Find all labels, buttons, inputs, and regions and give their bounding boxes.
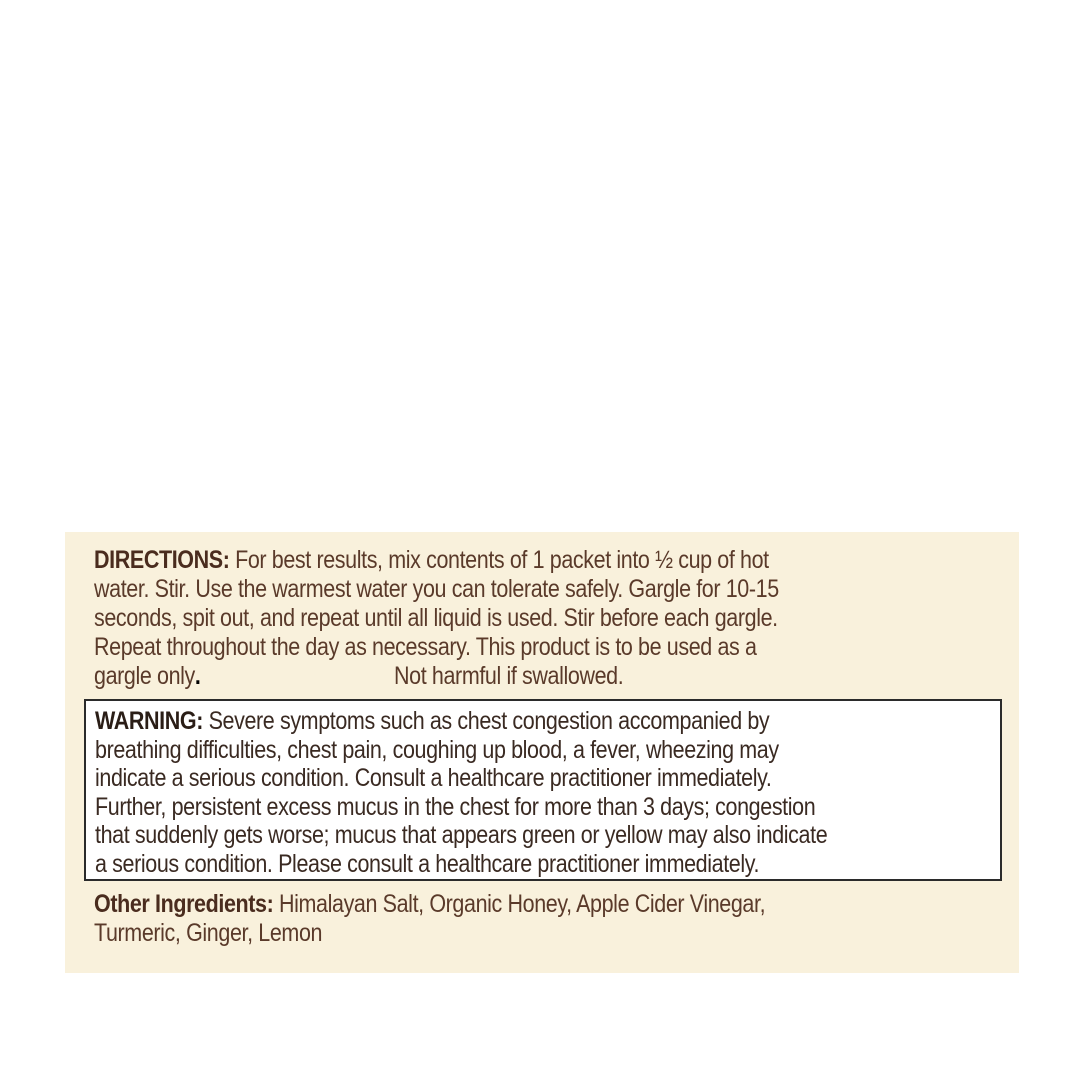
directions-line-4: Repeat throughout the day as necessary. This product is to be used as a [94,633,757,661]
directions-line-5: gargle only. Not harmful if swallowed. [94,662,624,690]
directions-period: . [194,662,201,690]
warning-line-3: indicate a serious condition. Consult a healthcare practitioner immediately. [95,764,772,792]
product-label-panel [65,532,1019,973]
directions-line-1: DIRECTIONS: For best results, mix contents of 1 packet into ½ cup of hot [94,546,769,574]
warning-line-2: breathing difficulties, chest pain, coughing up blood, a fever, wheezing may [95,735,779,764]
ingredients-heading: Other Ingredients: [94,890,274,918]
directions-line-3: seconds, spit out, and repeat until all liquid is used. Stir before each gargle. [94,604,778,632]
warning-line-5: that suddenly gets worse; mucus that appears green or yellow may also indicate [95,821,828,849]
directions-heading: DIRECTIONS: [94,546,230,574]
warning-heading: WARNING: [95,707,203,735]
ingredients-section [94,890,765,948]
ingredients-line-1: Other Ingredients: Himalayan Salt, Organic Honey, Apple Cider Vinegar, [94,890,766,918]
directions-line-2: water. Stir. Use the warmest water you can tolerate safely. Gargle for 10-15 [94,575,779,603]
not-harmful-note: Not harmful if swallowed. [394,662,624,690]
warning-box [84,699,1002,881]
ingredients-line-2: Turmeric, Ginger, Lemon [94,919,323,947]
directions-section [94,546,779,691]
warning-line-6: a serious condition. Please consult a healthcare practitioner immediately. [95,849,760,878]
warning-line-4: Further, persistent excess mucus in the chest for more than 3 days; congestion [95,792,816,821]
warning-line-1: WARNING: Severe symptoms such as chest congestion accompanied by [95,707,770,735]
warning-section [95,707,827,878]
